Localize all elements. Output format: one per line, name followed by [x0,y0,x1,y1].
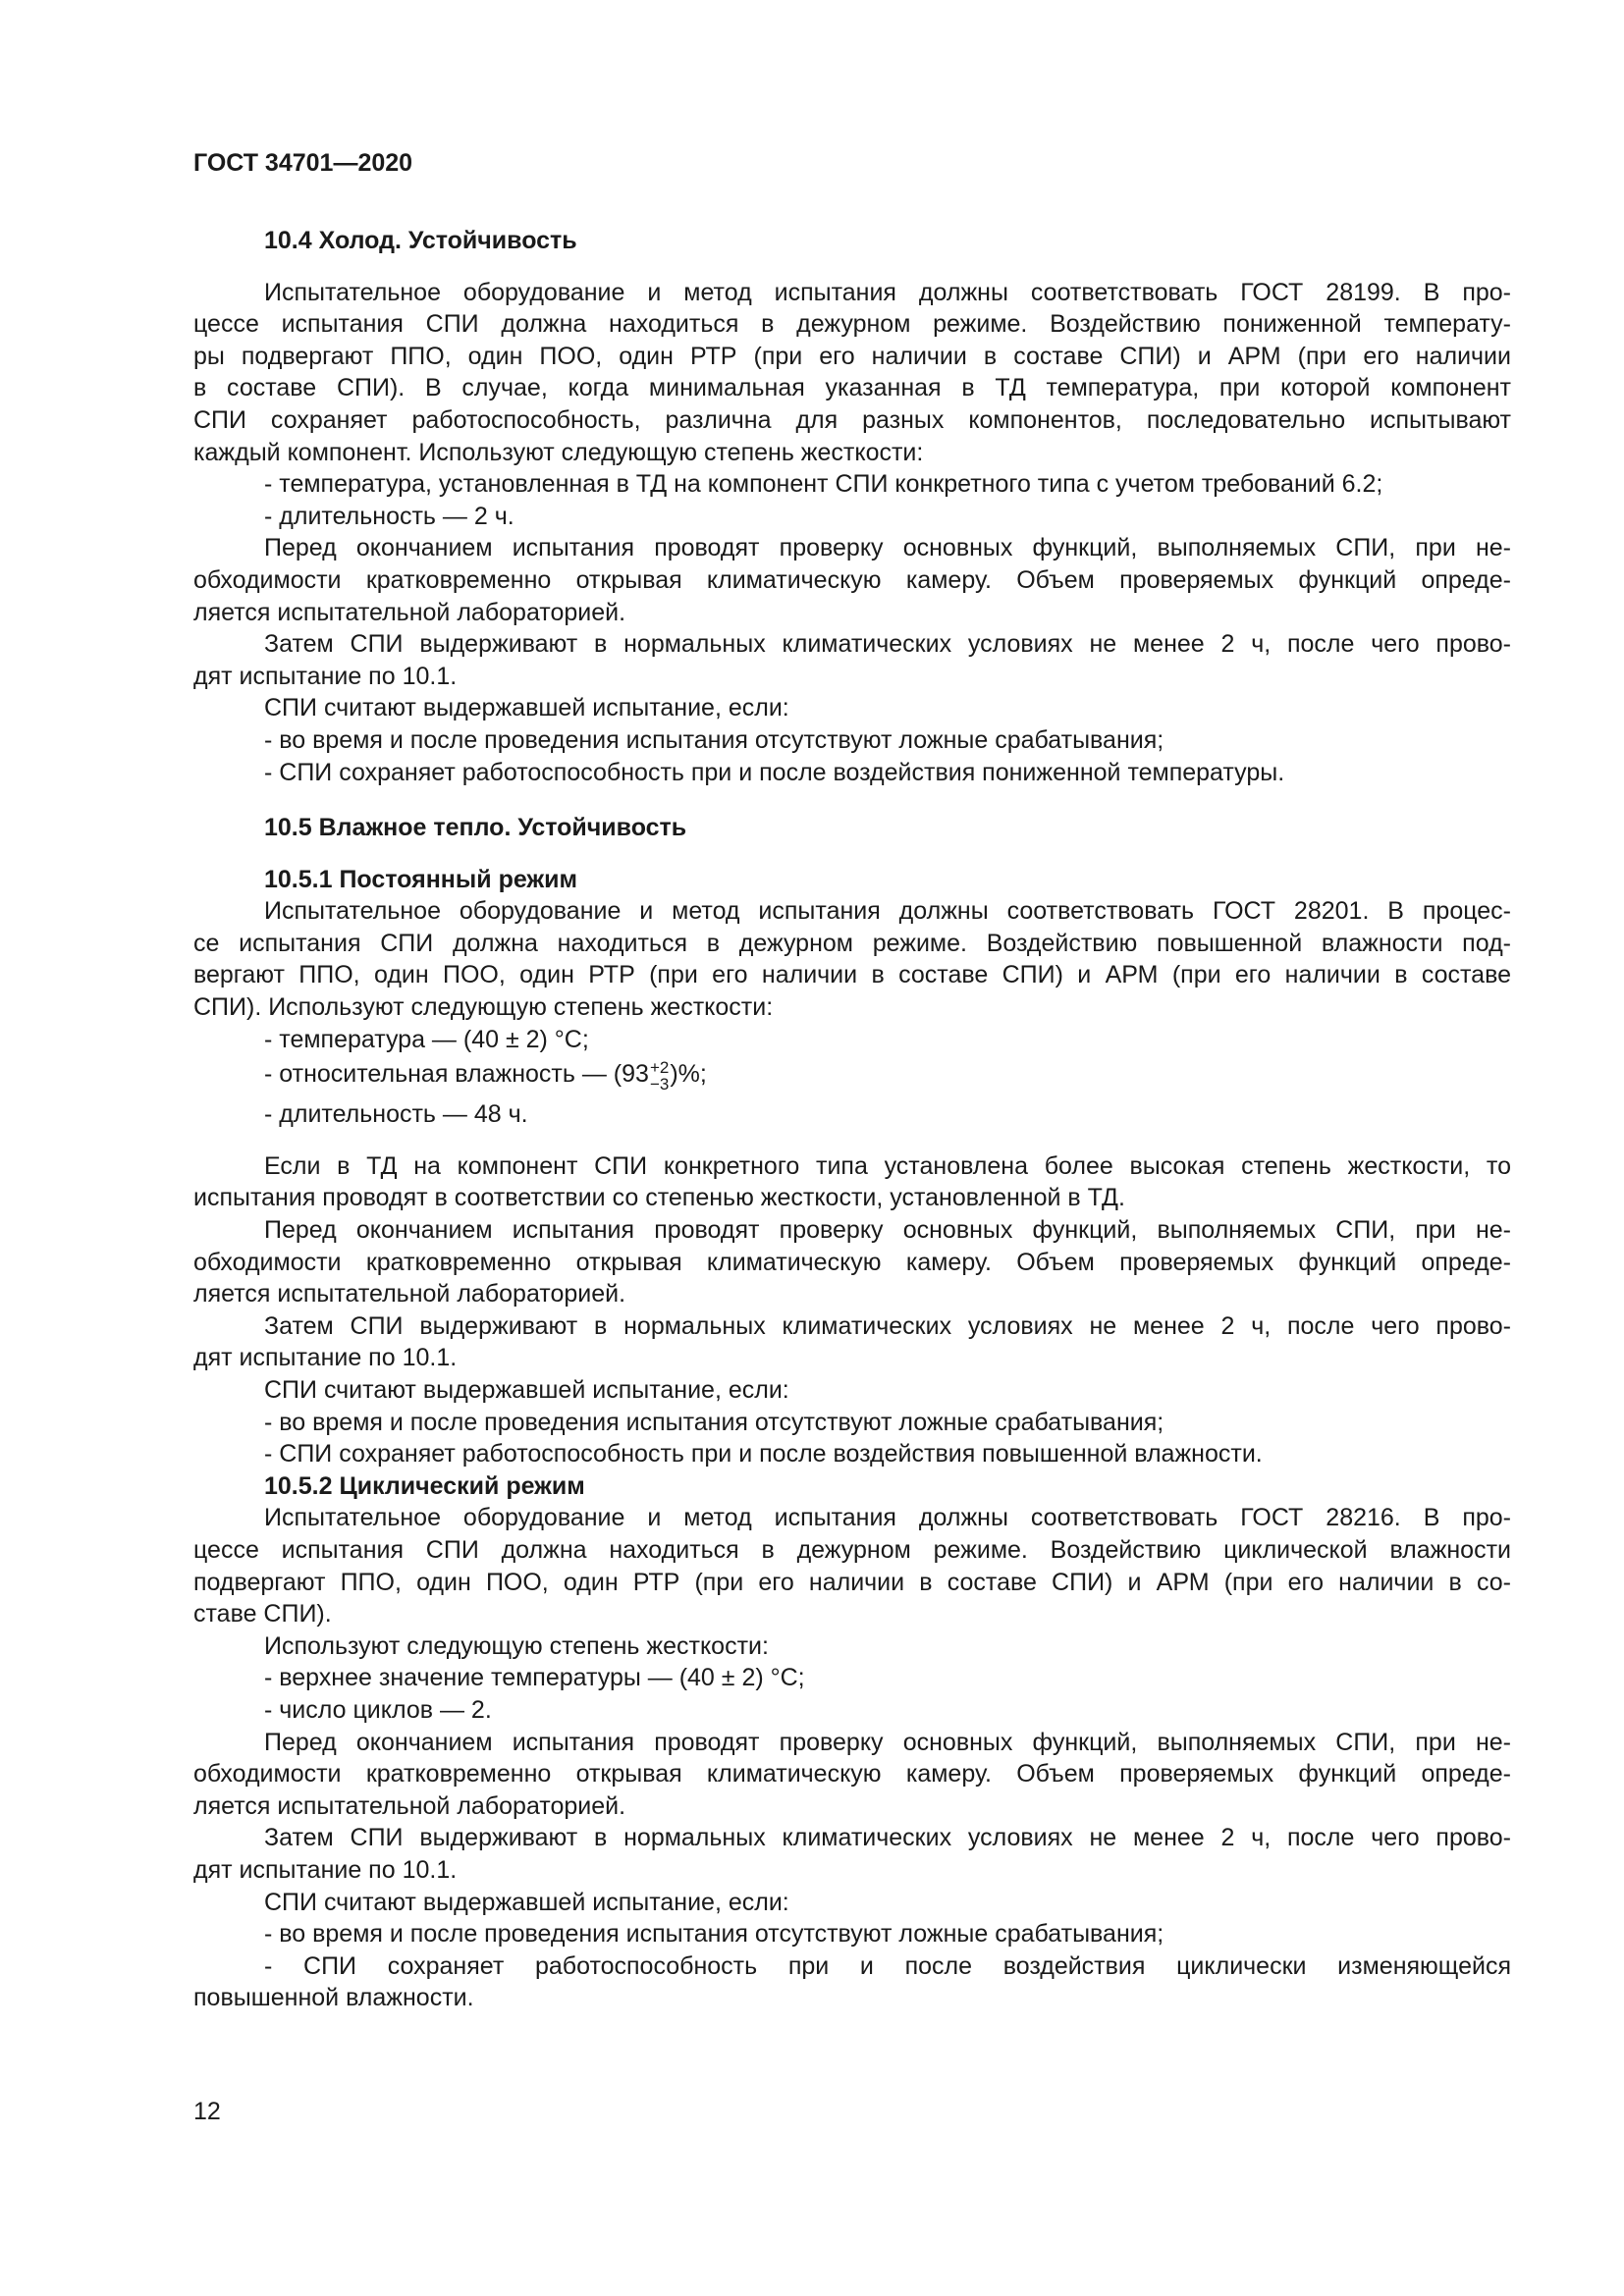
list-item: - СПИ сохраняет работоспособность при и после воздействия повышенной влажности. [264,1440,1263,1468]
text-line: ляется испытательной лабораторией. [193,598,626,626]
text-line: Испытательное оборудование и метод испытания должны соответствовать ГОСТ 28216. В про- [264,1504,1511,1532]
text-line: испытания проводят в соответствии со степенью жесткости, установленной в ТД. [193,1184,1125,1212]
text-line: цессе испытания СПИ должна находиться в дежурном режиме. Воздействию циклической влажности [193,1535,1511,1564]
text-line: СПИ считают выдержавшей испытание, если: [264,1376,789,1404]
text-line: Перед окончанием испытания проводят проверку основных функций, выполняемых СПИ, при не- [264,1216,1511,1245]
page-number: 12 [193,2098,221,2125]
text-line: Используют следующую степень жесткости: [264,1631,769,1660]
text-line: СПИ считают выдержавшей испытание, если: [264,694,789,722]
text-line: в составе СПИ). В случае, когда минимальная указанная в ТД температура, при которой компонент [193,374,1511,402]
list-item: - во время и после проведения испытания отсутствуют ложные срабатывания; [264,725,1164,754]
text-line: Затем СПИ выдерживают в нормальных климатических условиях не менее 2 ч, после чего прово- [264,1824,1511,1852]
text-line: Затем СПИ выдерживают в нормальных климатических условиях не менее 2 ч, после чего прово- [264,1311,1511,1340]
text-line: обходимости кратковременно открывая климатическую камеру. Объем проверяемых функций опреде- [193,565,1511,594]
text-line: Испытательное оборудование и метод испытания должны соответствовать ГОСТ 28199. В про- [264,278,1511,306]
text-line: ляется испытательной лабораторией. [193,1280,626,1308]
list-item: - длительность — 2 ч. [264,502,514,530]
text-line: ляется испытательной лабораторией. [193,1791,626,1820]
humidity-unit: )%; [670,1060,707,1089]
list-item: - температура, установленная в ТД на компонент СПИ конкретного типа с учетом требований 6.2; [264,470,1383,499]
paragraph-10-4-intro [193,277,1511,469]
text-line: Если в ТД на компонент СПИ конкретного типа установлена более высокая степень жесткости, то [264,1151,1511,1180]
tolerance-minus: −3 [649,1074,670,1094]
list-item-humidity [193,1055,1511,1093]
list-item: - верхнее значение температуры — (40 ± 2) °С; [264,1664,805,1692]
text-line: Перед окончанием испытания проводят проверку основных функций, выполняемых СПИ, при не- [264,534,1511,562]
text-line: вергают ППО, один ПОО, один РТР (при его наличии в составе СПИ) и АРМ (при его наличии в составе [193,961,1511,989]
list-item: - число циклов — 2. [264,1695,492,1724]
list-item: - СПИ сохраняет работоспособность при и после воздействия циклически изменяющейся [264,1951,1511,1980]
text-line: обходимости кратковременно открывая климатическую камеру. Объем проверяемых функций опреде- [193,1760,1511,1789]
section-title-10-4: 10.4 Холод. Устойчивость [264,227,577,254]
tolerance-plus: +2 [649,1057,670,1077]
page-content [193,225,1511,2014]
text-line: Затем СПИ выдерживают в нормальных климатических условиях не менее 2 ч, после чего прово- [264,630,1511,659]
text-line: се испытания СПИ должна находиться в дежурном режиме. Воздействию повышенной влажности под- [193,929,1511,957]
list-item: - во время и после проведения испытания отсутствуют ложные срабатывания; [264,1408,1164,1436]
text-line: ставе СПИ). [193,1600,332,1629]
text-line: дят испытание по 10.1. [193,1855,458,1884]
text-line: повышенной влажности. [193,1984,474,2012]
subsection-title-10-5-2: 10.5.2 Циклический режим [264,1471,585,1500]
text-line: дят испытание по 10.1. [193,1344,458,1372]
text-line: Испытательное оборудование и метод испытания должны соответствовать ГОСТ 28201. В процес- [264,897,1511,926]
text-line: обходимости кратковременно открывая климатическую камеру. Объем проверяемых функций опреде- [193,1248,1511,1276]
text-line: ры подвергают ППО, один ПОО, один РТР (при его наличии в составе СПИ) и АРМ (при его наличии [193,342,1511,370]
list-item: - температура — (40 ± 2) °С; [264,1025,589,1053]
text-line: СПИ). Используют следующую степень жесткости: [193,993,774,1022]
subsection-title-10-5-1: 10.5.1 Постоянный режим [264,865,578,893]
text-line: СПИ считают выдержавшей испытание, если: [264,1888,789,1916]
text-line: цессе испытания СПИ должна находиться в дежурном режиме. Воздействию пониженной температу- [193,310,1511,339]
humidity-text: - относительная влажность — (93 [264,1060,649,1089]
text-line: подвергают ППО, один ПОО, один РТР (при его наличии в составе СПИ) и АРМ (при его наличии в со- [193,1568,1511,1596]
tolerance-stack [650,1059,669,1093]
list-item: - длительность — 48 ч. [264,1100,528,1129]
text-line: каждый компонент. Используют следующую степень жесткости: [193,438,924,466]
text-line: дят испытание по 10.1. [193,662,458,690]
text-line: СПИ сохраняет работоспособность, различна для разных компонентов, последовательно испытывают [193,405,1511,434]
section-title-10-5: 10.5 Влажное тепло. Устойчивость [264,814,687,842]
text-line: Перед окончанием испытания проводят проверку основных функций, выполняемых СПИ, при не- [264,1728,1511,1756]
list-item: - СПИ сохраняет работоспособность при и после воздействия пониженной температуры. [264,758,1285,786]
list-item: - во время и после проведения испытания отсутствуют ложные срабатывания; [264,1920,1164,1949]
document-code-header: ГОСТ 34701—2020 [193,149,413,177]
